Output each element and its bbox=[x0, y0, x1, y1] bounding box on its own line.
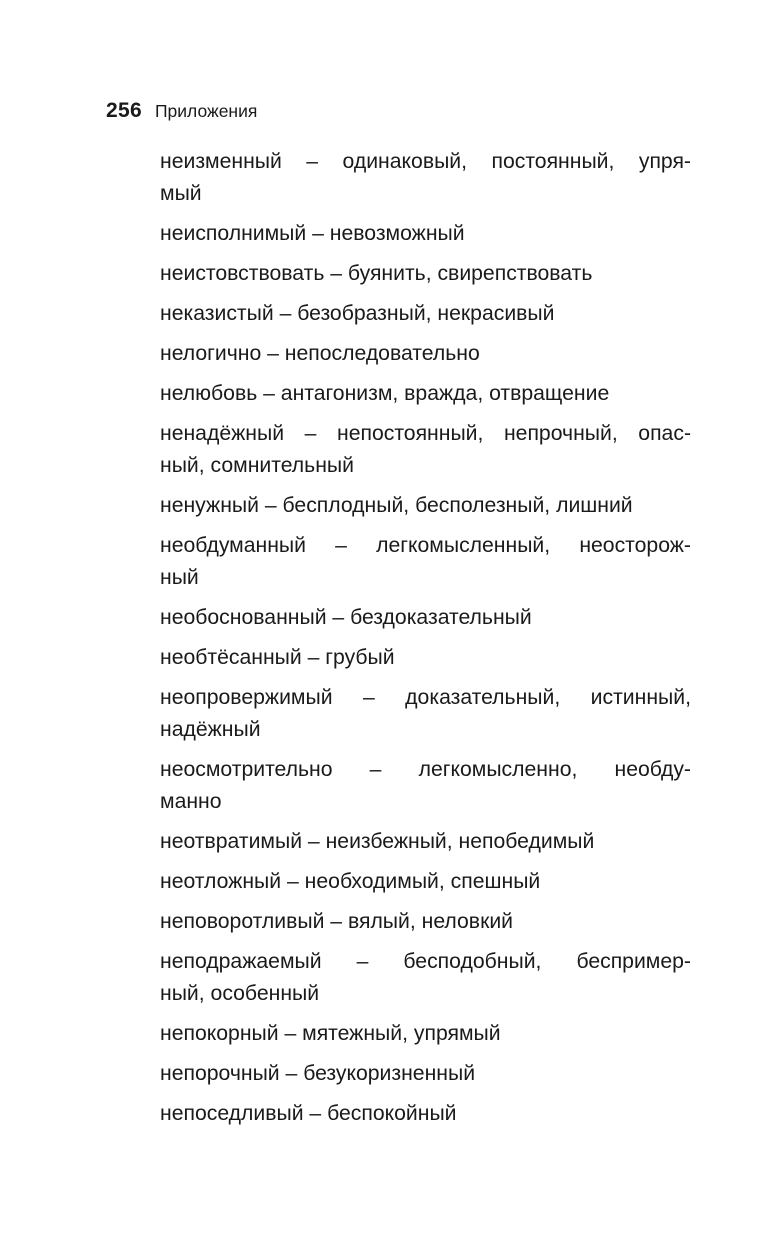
dictionary-entry bbox=[160, 218, 691, 250]
dictionary-entry bbox=[160, 946, 691, 1010]
entry-line: неизменный – одинаковый, постоянный, упря- bbox=[160, 150, 691, 173]
entry-line: неопровержимый – доказательный, истинный, bbox=[160, 686, 691, 709]
entry-line: неказистый – безобразный, некрасивый bbox=[160, 302, 555, 325]
dictionary-entry bbox=[160, 906, 691, 938]
entry-line: непоседливый – беспокойный bbox=[160, 1102, 457, 1125]
section-title: Приложения bbox=[154, 101, 258, 121]
entry-line: неистовствовать – буянить, свирепствовать bbox=[160, 262, 593, 285]
entry-line: неподражаемый – бесподобный, беспример- bbox=[160, 950, 691, 973]
entry-line: манно bbox=[160, 790, 222, 813]
entry-line: необтёсанный – грубый bbox=[160, 646, 395, 669]
entry-line: неотвратимый – неизбежный, непобедимый bbox=[160, 830, 595, 853]
entry-line: надёжный bbox=[160, 718, 261, 741]
dictionary-entry bbox=[160, 826, 691, 858]
dictionary-entry bbox=[160, 338, 691, 370]
dictionary-entry bbox=[160, 754, 691, 818]
page-header bbox=[106, 99, 257, 123]
dictionary-entry bbox=[160, 1018, 691, 1050]
dictionary-entry bbox=[160, 298, 691, 330]
entry-line: непорочный – безукоризненный bbox=[160, 1062, 476, 1085]
entry-line: неосмотрительно – легкомысленно, необду- bbox=[160, 758, 691, 781]
entry-line: нелюбовь – антагонизм, вражда, отвращение bbox=[160, 382, 610, 405]
dictionary-entry bbox=[160, 530, 691, 594]
entry-line: необоснованный – бездоказательный bbox=[160, 606, 532, 629]
entry-line: необдуманный – легкомысленный, неосторож- bbox=[160, 534, 691, 557]
entry-line: мый bbox=[160, 182, 202, 205]
dictionary-entry bbox=[160, 418, 691, 482]
page-number: 256 bbox=[106, 99, 142, 122]
entry-line: неповоротливый – вялый, неловкий bbox=[160, 910, 514, 933]
dictionary-entry bbox=[160, 378, 691, 410]
entry-line: неотложный – необходимый, спешный bbox=[160, 870, 541, 893]
dictionary-entry bbox=[160, 146, 691, 210]
entry-line: ненужный – бесплодный, бесполезный, лишний bbox=[160, 494, 633, 517]
entry-line: непокорный – мятежный, упрямый bbox=[160, 1022, 501, 1045]
entry-line: ненадёжный – непостоянный, непрочный, опас- bbox=[160, 422, 691, 445]
dictionary-entry bbox=[160, 642, 691, 674]
entry-line: ный, особенный bbox=[160, 982, 320, 1005]
dictionary-entry bbox=[160, 682, 691, 746]
dictionary-entry bbox=[160, 490, 691, 522]
entry-line: ный bbox=[160, 566, 199, 589]
dictionary-entry bbox=[160, 258, 691, 290]
entry-line: ный, сомнительный bbox=[160, 454, 354, 477]
entry-line: нелогично – непоследовательно bbox=[160, 342, 480, 365]
entry-line: неисполнимый – невозможный bbox=[160, 222, 465, 245]
dictionary-entry bbox=[160, 602, 691, 634]
dictionary-entry bbox=[160, 1058, 691, 1090]
dictionary-entries bbox=[160, 146, 691, 1138]
dictionary-entry bbox=[160, 866, 691, 898]
dictionary-entry bbox=[160, 1098, 691, 1130]
